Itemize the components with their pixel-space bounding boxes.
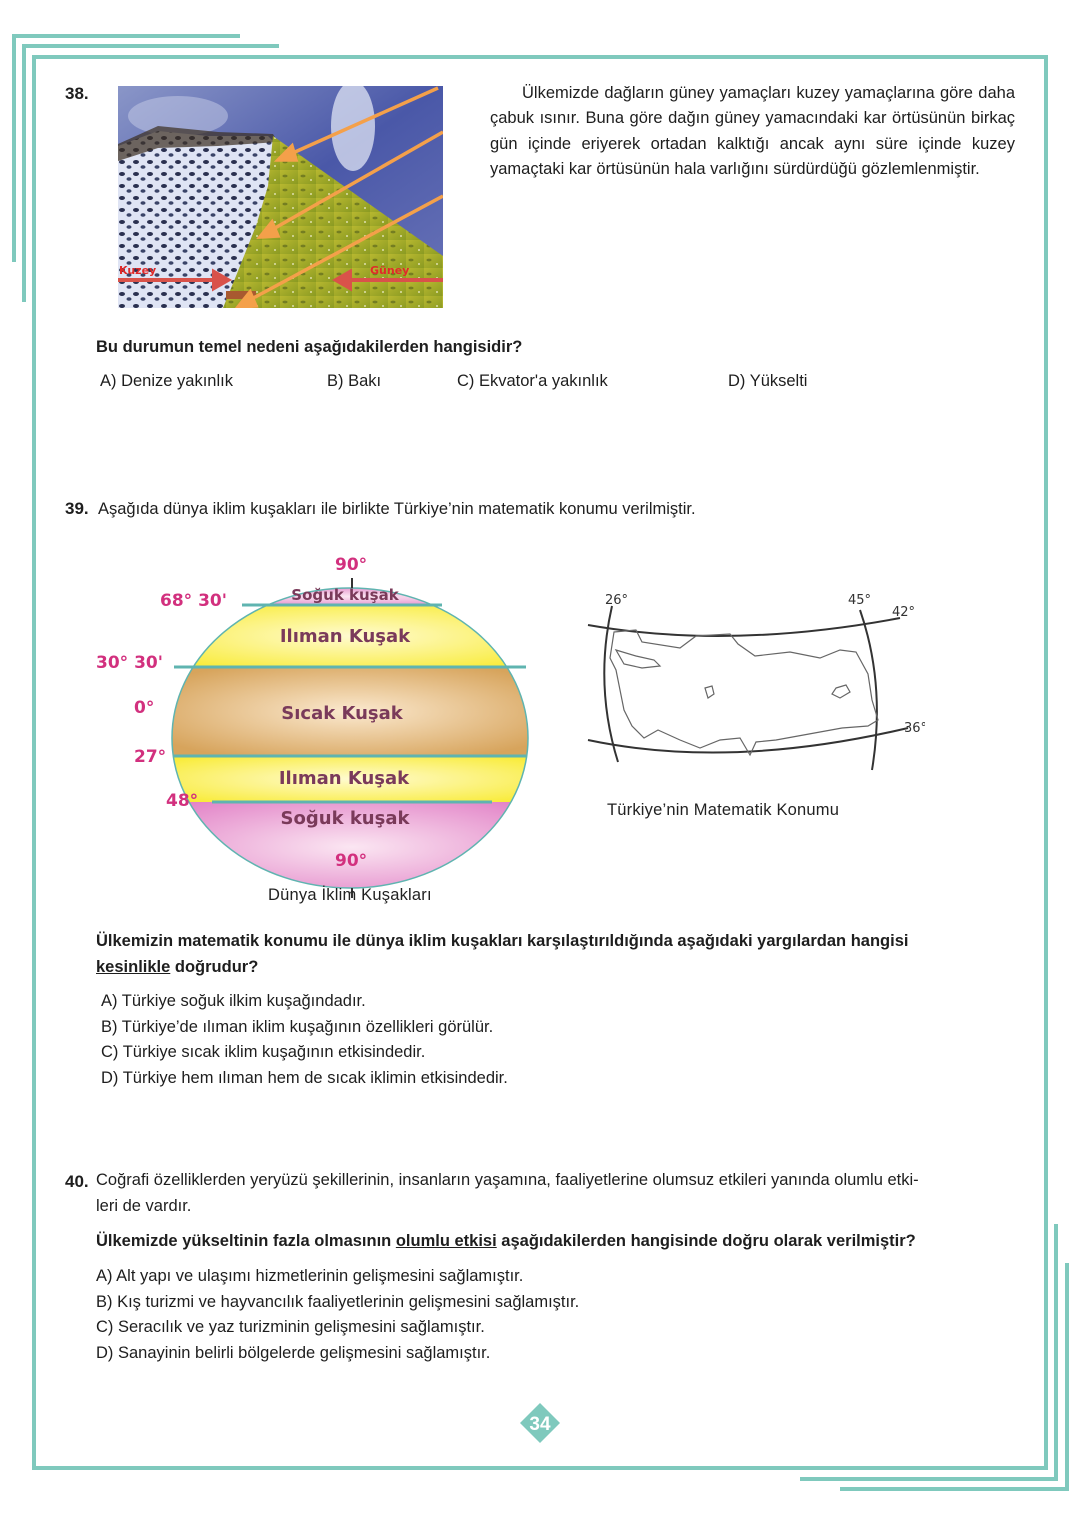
north-pole-label: 90° <box>335 555 368 575</box>
latitude-68-30-label: 68° 30' <box>160 591 227 611</box>
option-a[interactable]: A) Alt yapı ve ulaşımı hizmetlerinin gelişmesini sağlamıştır. <box>96 1267 524 1285</box>
south-label: Güney <box>370 264 410 277</box>
question-39-prompt: Ülkemizin matematik konumu ile dünya iklim kuşakları karşılaştırıldığında aşağıdaki yargılardan hangisi kesinlikle doğrudur? <box>96 932 909 976</box>
turkey-map-caption: Türkiye’nin Matematik Konumu <box>607 801 840 819</box>
zone-temperate-north: Ilıman Kuşak <box>279 626 411 647</box>
latitude-30-30-label: 30° 30' <box>96 653 163 673</box>
question-40-prompt: Ülkemizde yükseltinin fazla olmasının olumlu etkisi aşağıdakilerden hangisinde doğru olarak verilmiştir? <box>96 1232 916 1250</box>
page-number-badge <box>520 1403 560 1443</box>
meridian-45-label: 45° <box>848 593 872 608</box>
emphasis-certainly: kesinlikle <box>96 957 171 976</box>
question-40-intro: Coğrafi özelliklerden yeryüzü şekillerinin, insanların yaşamına, faaliyetlerine olumsuz etkileri yanında olumlu etki- leri de vardır. <box>96 1171 919 1215</box>
answer-options <box>96 1264 579 1366</box>
page-number: 34 <box>529 1414 551 1435</box>
option-c[interactable]: C) Ekvator'a yakınlık <box>457 372 608 390</box>
zone-temperate-south: Ilıman Kuşak <box>278 768 410 789</box>
meridian-26-label: 26° <box>605 593 629 608</box>
turkey-coordinates-map <box>580 590 925 830</box>
climate-belts-figure <box>92 548 542 918</box>
option-c[interactable]: C) Türkiye sıcak iklim kuşağının etkisindedir. <box>101 1043 426 1061</box>
option-b[interactable]: B) Türkiye’de ılıman iklim kuşağının özellikleri görülür. <box>101 1017 494 1036</box>
option-d[interactable]: D) Yükselti <box>728 372 808 390</box>
climate-belts-diagram <box>92 548 542 918</box>
zone-tropical: Sıcak Kuşak <box>281 703 403 724</box>
question-39-intro: Aşağıda dünya iklim kuşakları ile birlikte Türkiye’nin matematik konumu verilmiştir. <box>98 500 696 518</box>
option-b[interactable]: B) Kış turizmi ve hayvancılık faaliyetlerinin gelişmesini sağlamıştır. <box>96 1292 580 1311</box>
north-label: Kuzey <box>119 264 157 277</box>
question-number: 40. <box>65 1172 89 1191</box>
south-pole-label: 90° <box>335 851 368 871</box>
turkey-map-figure <box>580 590 925 830</box>
question-number: 39. <box>65 499 89 518</box>
option-d[interactable]: D) Türkiye hem ılıman hem de sıcak iklimin etkisindedir. <box>101 1068 508 1087</box>
option-a[interactable]: A) Türkiye soğuk ilkim kuşağındadır. <box>101 992 366 1010</box>
zone-cold-south: Soğuk kuşak <box>280 808 410 829</box>
option-c[interactable]: C) Seracılık ve yaz turizminin gelişmesini sağlamıştır. <box>96 1318 485 1336</box>
zone-cold-north: Soğuk kuşak <box>291 586 399 604</box>
latitude-27-label: 27° <box>134 747 167 767</box>
climate-belts-caption: Dünya İklim Kuşakları <box>268 886 432 904</box>
question-38-prompt: Bu durumun temel nedeni aşağıdakilerden hangisidir? <box>96 338 523 356</box>
diamond-icon <box>520 1403 560 1443</box>
option-a[interactable]: A) Denize yakınlık <box>100 372 233 390</box>
emphasis-positive-effect: olumlu etkisi <box>395 1232 497 1250</box>
latitude-48-label: 48° <box>166 791 199 811</box>
parallel-36-label: 36° <box>904 721 925 736</box>
answer-options <box>101 989 508 1091</box>
mountain-slope-image <box>118 86 443 308</box>
mountain-slope-photo <box>118 86 443 308</box>
parallel-42-label: 42° <box>892 605 916 620</box>
question-38-passage: Ülkemizde dağların güney yamaçları kuzey yamaçlarına göre daha çabuk ısınır. Buna göre dağın güney yamacındaki kar örtüsünün birkaç gün içinde eriyerek ortadan kalktığı ancak aynı süre içinde kuzey yamaçtaki kar örtüsünün hala varlığını sürdürdüğü gözlemlenmiştir. <box>490 84 1015 178</box>
option-b[interactable]: B) Bakı <box>327 372 382 390</box>
question-number: 38. <box>65 84 89 103</box>
latitude-equator-label: 0° <box>134 698 155 718</box>
option-d[interactable]: D) Sanayinin belirli bölgelerde gelişmesini sağlamıştır. <box>96 1343 491 1362</box>
